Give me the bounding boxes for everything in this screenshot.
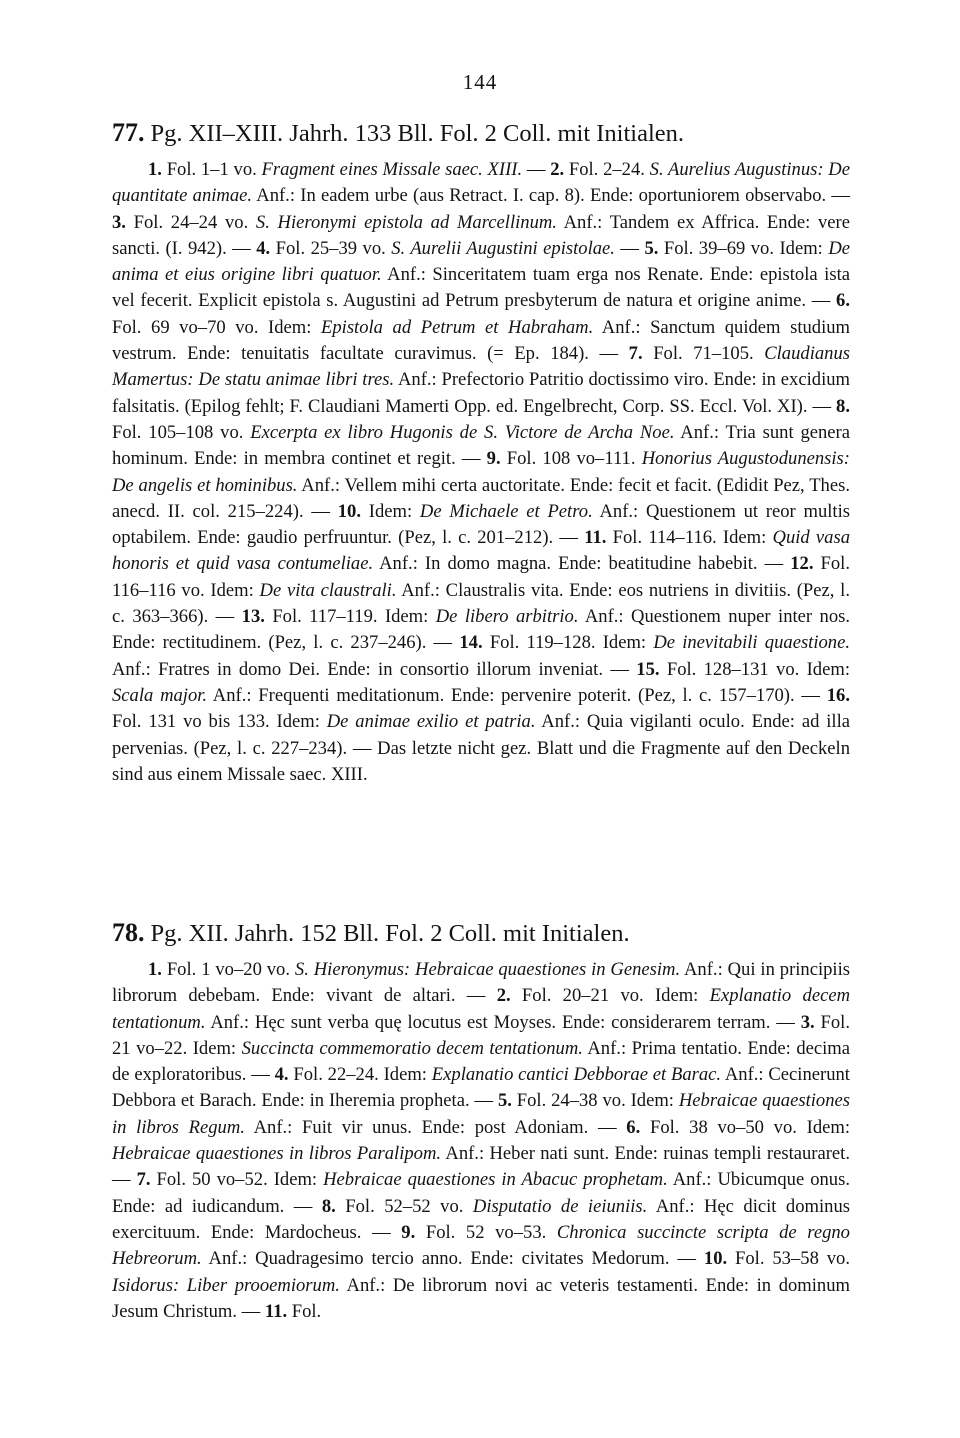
item-number: 5. xyxy=(644,237,659,259)
entry-text: Fol. 108 vo–111. xyxy=(500,448,642,470)
entry-text: Anf.: Sinceritatem tuam erga nos Renate. Ende: epistola ista vel fecerit. Explicit epistola s. Augustini ad Petrum presbyterum de natura et origine anime. — xyxy=(112,264,850,312)
entry-text: Fol. 38 vo–50 vo. Idem: xyxy=(640,1116,851,1138)
work-title: S. Hieronymus: Hebraicae quaestiones in Genesim. xyxy=(294,959,681,980)
item-number: 4. xyxy=(274,1064,289,1086)
work-title: Excerpta ex libro Hugonis de S. Victore de Archa Noe. xyxy=(250,421,675,443)
item-number: 2. xyxy=(496,985,511,1007)
item-number: 2. xyxy=(550,159,565,180)
entry-description: Pg. XII–XIII. Jahrh. 133 Bll. Fol. 2 Coll. mit Initialen. xyxy=(150,120,685,147)
work-title: De anima et eius origine libri quatuor. xyxy=(112,237,850,286)
entry-text: Fol. 52 vo–53. xyxy=(415,1221,557,1243)
entry-text: Anf.: Qui in principiis librorum debebam. Ende: vivant de altari. — xyxy=(112,959,851,1007)
entry-description: Pg. XII. Jahrh. 152 Bll. Fol. 2 Coll. mit Initialen. xyxy=(150,920,630,947)
work-title: Claudianus Mamertus: De statu animae libri tres. xyxy=(112,343,850,391)
work-title: Hebraicae quaestiones in Abacuc prophetam. xyxy=(323,1169,668,1191)
work-title: Hebraicae quaestiones in libros Regum. xyxy=(112,1090,850,1138)
entry-text: Anf.: Heber nati sunt. Ende: ruinas templi restauraret. — xyxy=(112,1143,850,1191)
work-title: S. Hieronymi epistola ad Marcellinum. xyxy=(255,211,557,233)
entry-text: Anf.: Ubicumque onus. Ende: ad iudicandum. — xyxy=(112,1169,850,1217)
work-title: Scala major. xyxy=(112,684,208,706)
work-title: Honorius Augustodunensis: De angelis et hominibus. xyxy=(112,448,850,496)
item-number: 7. xyxy=(628,343,643,365)
entry-text: Fol. 22–24. Idem: xyxy=(288,1064,432,1086)
entry-text: Fol. 39–69 vo. Idem: xyxy=(658,237,829,259)
entry-text: Anf.: Tandem ex Affrica. Ende: vere sancti. (I. 942). — xyxy=(112,211,850,259)
work-title: S. Aurelius Augustinus: De quantitate animae. xyxy=(112,159,850,207)
entry-text: Fol. 2–24. xyxy=(564,159,650,180)
entry-text: — xyxy=(614,237,645,259)
item-number: 8. xyxy=(321,1195,336,1217)
entry-text: Anf.: Tria sunt genera hominum. Ende: in membra continet et regit. — xyxy=(112,421,850,470)
entry-text: Fol. 69 vo–70 vo. Idem: xyxy=(112,316,321,338)
item-number: 11. xyxy=(264,1300,288,1322)
item-number: 9. xyxy=(486,448,501,470)
work-title: De Michaele et Petro. xyxy=(419,500,593,522)
item-number: 16. xyxy=(826,684,850,706)
item-number: 4. xyxy=(256,237,271,259)
catalog-entry-78 xyxy=(112,918,850,1325)
item-number: 6. xyxy=(836,290,850,312)
entry-text: Anf.: De librorum novi ac veteris testamenti. Ende: in dominum Jesum Christum. — xyxy=(112,1274,850,1322)
work-title: Fragment eines Missale saec. XIII. xyxy=(261,159,523,180)
item-number: 3. xyxy=(800,1011,815,1033)
entry-text: Anf.: Fratres in domo Dei. Ende: in consortio illorum inveniat. — xyxy=(112,658,637,680)
entry-text: Fol. 50 vo–52. Idem: xyxy=(150,1169,324,1191)
entry-text: Anf.: In eadem urbe (aus Retract. I. cap. 8). Ende: oportuniorem observabo. — xyxy=(252,185,850,207)
entry-heading xyxy=(112,918,850,949)
item-number: 6. xyxy=(626,1116,641,1138)
work-title: Chronica succincte scripta de regno Hebreorum. xyxy=(112,1221,850,1270)
entry-text: Anf.: Vellem mihi certa auctoritate. Ende: fecit et facit. (Edidit Pez, Thes. anecd. II. col. 215–224). — xyxy=(112,474,850,522)
entry-text: Anf.: Sanctum quidem studium vestrum. Ende: tenuitatis facultate curavimus. (= Ep. 184). — xyxy=(112,316,850,365)
item-number: 10. xyxy=(337,500,361,522)
item-number: 1. xyxy=(148,159,162,180)
entry-text: Anf.: Cecinerunt Debbora et Barach. Ende: in Iheremia propheta. — xyxy=(112,1064,850,1112)
entry-text: Idem: xyxy=(360,500,420,522)
entry-text: Fol. 114–116. Idem: xyxy=(606,527,773,549)
item-number: 13. xyxy=(241,606,265,628)
entry-text: Fol. 25–39 vo. xyxy=(270,237,392,259)
work-title: Succincta commemoratio decem tentationum. xyxy=(241,1037,583,1059)
entry-contents xyxy=(112,157,850,788)
item-number: 12. xyxy=(790,553,814,575)
work-title: Hebraicae quaestiones in libros Paralipom. xyxy=(112,1143,442,1165)
entry-text: Fol. 24–38 vo. Idem: xyxy=(511,1090,679,1112)
entry-heading xyxy=(112,118,850,149)
item-number: 7. xyxy=(136,1169,151,1191)
entry-text: Anf.: Questionem ut reor multis optabilem. Ende: gaudio perfruuntur. (Pez, l. c. 201–212). — xyxy=(112,500,850,549)
entry-text: Fol. 131 vo bis 133. Idem: xyxy=(112,711,327,733)
item-number: 9. xyxy=(401,1221,416,1243)
entry-text: Anf.: Quadragesimo tercio anno. Ende: civitates Medorum. — xyxy=(201,1248,704,1270)
entry-text: Fol. 52–52 vo. xyxy=(335,1195,473,1217)
entry-number: 77. xyxy=(112,118,145,147)
entry-text: Anf.: In domo magna. Ende: beatitudine habebit. — xyxy=(373,553,791,575)
entry-text: Fol. 20–21 vo. Idem: xyxy=(510,985,710,1007)
work-title: S. Aurelii Augustini epistolae. xyxy=(391,237,615,259)
work-title: Disputatio de ieiuniis. xyxy=(472,1195,648,1217)
entry-text: Fol. 24–24 vo. xyxy=(125,211,256,233)
item-number: 14. xyxy=(459,632,483,654)
entry-text: Fol. xyxy=(287,1300,322,1322)
item-number: 3. xyxy=(112,211,126,233)
entry-text: Fol. 1 vo–20 vo. xyxy=(161,959,295,980)
work-title: De libero arbitrio. xyxy=(435,606,579,628)
entry-text: Anf.: Prima tentatio. Ende: decima de exploratoribus. — xyxy=(112,1037,851,1086)
item-number: 10. xyxy=(703,1248,728,1270)
work-title: De inevitabili quaestione. xyxy=(653,632,851,654)
entry-paragraph xyxy=(112,957,850,1325)
work-title: Explanatio cantici Debborae et Barac. xyxy=(431,1064,722,1086)
entry-text: Fol. 71–105. xyxy=(642,343,765,365)
entry-text: Fol. 128–131 vo. Idem: xyxy=(659,658,850,680)
item-number: 15. xyxy=(636,658,660,680)
work-title: Explanatio decem tentationum. xyxy=(112,985,851,1033)
entry-text: Anf.: Prefectorio Patritio doctissimo viro. Ende: in excidium falsitatis. (Epilog fehlt; F. Claudiani Mamerti Opp. ed. Engelbrecht, Corp. SS. Eccl. Vol. XI). — xyxy=(112,369,850,417)
entry-text: Anf.: Hęc dicit dominus exercituum. Ende: Mardocheus. — xyxy=(112,1195,850,1243)
entry-text: Fol. 116–116 vo. Idem: xyxy=(112,553,851,601)
item-number: 8. xyxy=(836,395,850,417)
entry-contents xyxy=(112,957,850,1325)
work-title: Quid vasa honoris et quid vasa contumeliae. xyxy=(112,527,851,575)
item-number: 1. xyxy=(148,959,162,980)
entry-text: Anf.: Claustralis vita. Ende: eos nutriens in divitiis. (Pez, l. c. 363–366). — xyxy=(112,579,850,628)
entry-paragraph xyxy=(112,157,850,788)
work-title: Isidorus: Liber prooemiorum. xyxy=(112,1274,340,1296)
entry-text: Fol. 53–58 vo. xyxy=(727,1248,850,1270)
entry-number: 78. xyxy=(112,918,145,947)
catalog-entry-77 xyxy=(112,118,850,788)
work-title: De animae exilio et patria. xyxy=(326,711,536,733)
entry-text: Anf.: Frequenti meditationum. Ende: pervenire poterit. (Pez, l. c. 157–170). — xyxy=(207,684,827,706)
entry-text: Fol. 105–108 vo. xyxy=(112,421,251,443)
entry-text: Fol. 119–128. Idem: xyxy=(482,632,654,654)
entry-text: Fol. 117–119. Idem: xyxy=(264,606,436,628)
item-number: 5. xyxy=(497,1090,512,1112)
entry-text: Anf.: Fuit vir unus. Ende: post Adoniam. — xyxy=(244,1116,627,1138)
entry-text: Anf.: Quia vigilanti oculo. Ende: ad illa pervenias. (Pez, l. c. 227–234). — Das letzte nicht gez. Blatt und die Fragmente auf den Deckeln sind aus einem Missale saec. XIII. xyxy=(112,711,850,785)
entry-text: Anf.: Questionem nuper inter nos. Ende: rectitudinem. (Pez, l. c. 237–246). — xyxy=(112,606,850,654)
entry-text: Fol. 1–1 vo. xyxy=(161,159,262,180)
entry-text: — xyxy=(522,159,551,180)
work-title: Epistola ad Petrum et Habraham. xyxy=(321,316,594,338)
item-number: 11. xyxy=(584,527,607,549)
entry-text: Fol. 21 vo–22. Idem: xyxy=(112,1011,850,1059)
page-number: 144 xyxy=(462,70,498,94)
entry-text: Anf.: Hęc sunt verba quę locutus est Moyses. Ende: considerarem terram. — xyxy=(205,1011,801,1033)
work-title: De vita claustrali. xyxy=(259,579,397,601)
